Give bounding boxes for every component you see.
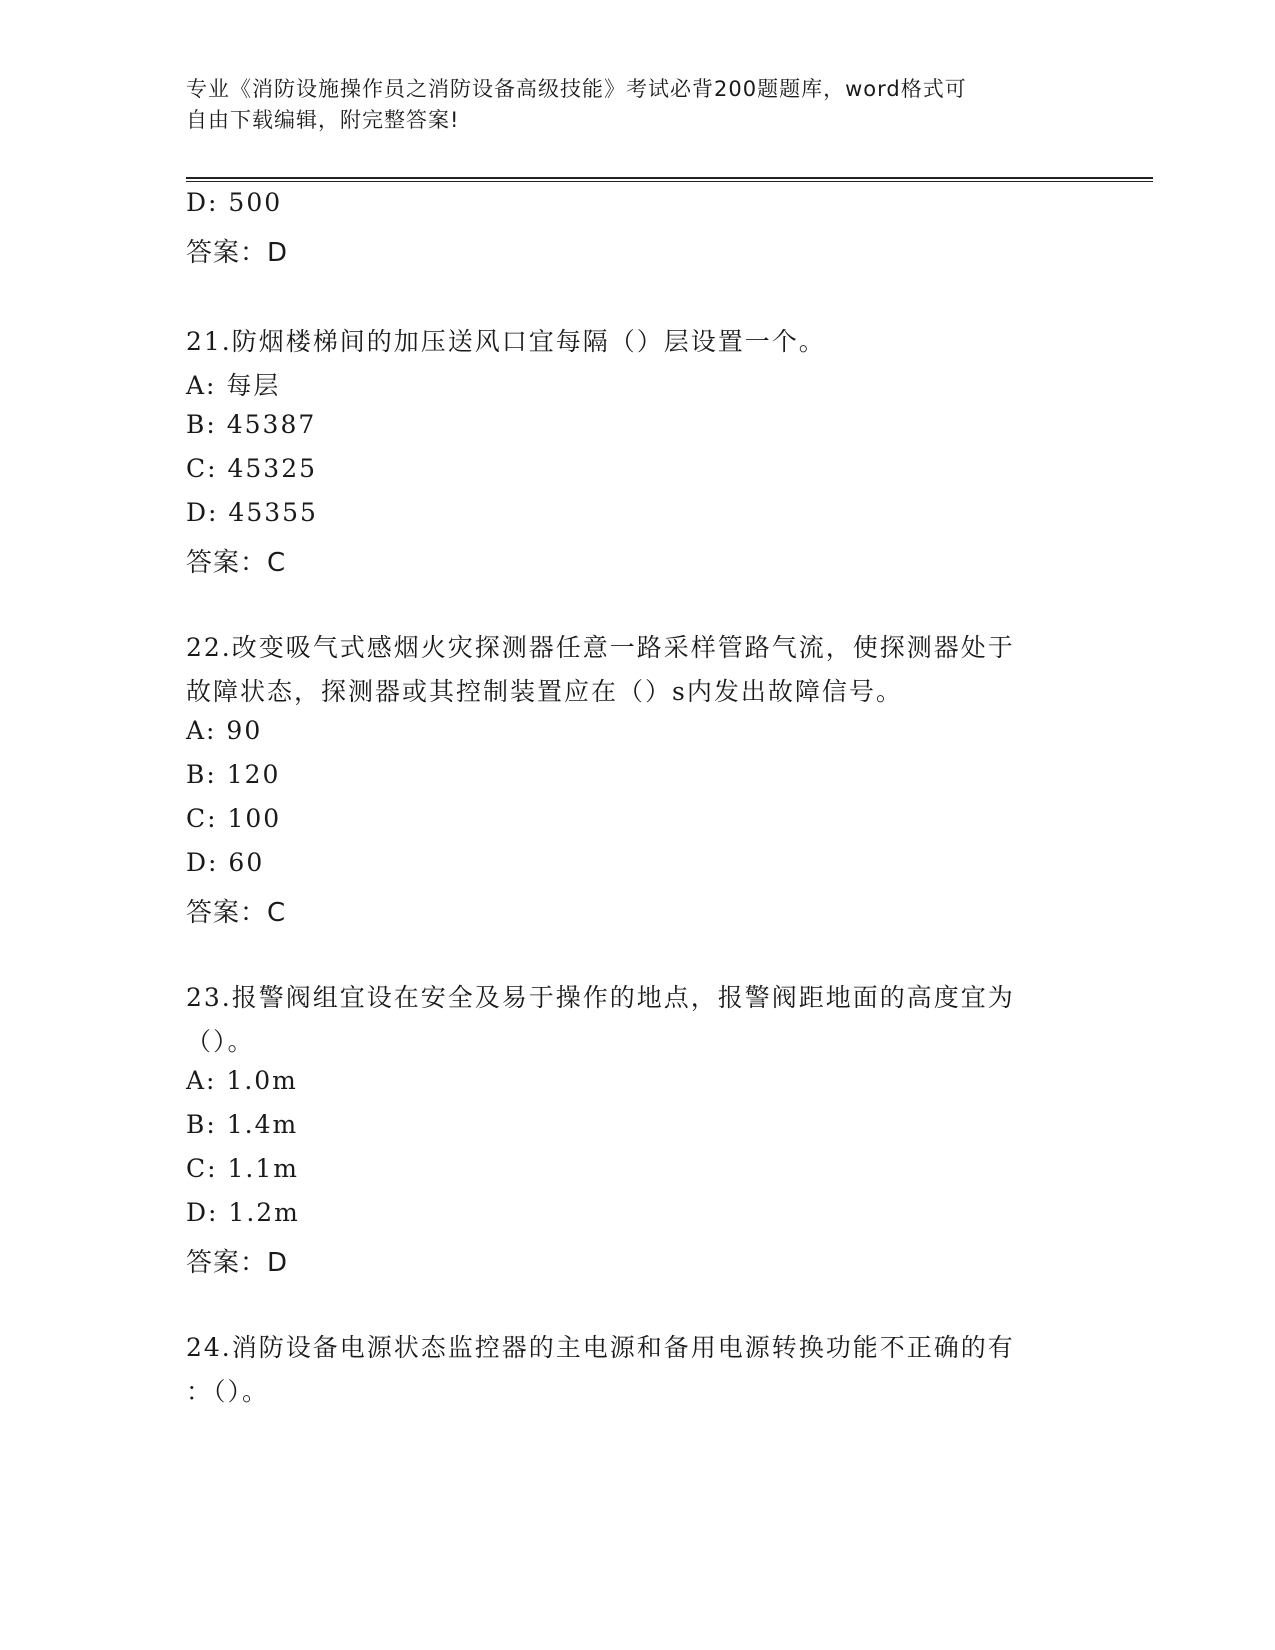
question-stem-cont: 故障状态，探测器或其控制装置应在（）s内发出故障信号。 [186, 677, 903, 706]
option-a: A: 90 [186, 716, 263, 745]
option-c: C: 45325 [186, 454, 318, 483]
header-line-1: 专业《消防设施操作员之消防设备高级技能》考试必背200题题库，word格式可 [186, 77, 967, 101]
header-line-2: 自由下载编辑，附完整答案! [186, 108, 460, 132]
option-a: A: 1.0m [186, 1066, 298, 1095]
option-b: B: 120 [186, 760, 281, 789]
option-d: D: 45355 [186, 498, 318, 527]
question-stem: 24.消防设备电源状态监控器的主电源和备用电源转换功能不正确的有 [186, 1333, 1015, 1362]
option-b: B: 1.4m [186, 1110, 299, 1139]
question-stem: 23.报警阀组宜设在安全及易于操作的地点，报警阀距地面的高度宜为 [186, 983, 1015, 1012]
answer: 答案：D [186, 1248, 289, 1278]
option-c: C: 1.1m [186, 1154, 299, 1183]
page-header [186, 74, 1066, 136]
question-stem: 21.防烟楼梯间的加压送风口宜每隔（）层设置一个。 [186, 327, 826, 356]
option-d: D: 60 [186, 848, 265, 877]
option-c: C: 100 [186, 804, 282, 833]
option-b: B: 45387 [186, 410, 317, 439]
question-stem-cont: （）。 [186, 1027, 255, 1056]
question-stem-cont: ：（）。 [186, 1377, 270, 1406]
header-divider [186, 177, 1153, 182]
option-d: D: 1.2m [186, 1198, 300, 1227]
answer: 答案：D [186, 238, 289, 268]
question-stem: 22.改变吸气式感烟火灾探测器任意一路采样管路气流，使探测器处于 [186, 633, 1015, 662]
option-a: A: 每层 [186, 371, 281, 400]
answer: 答案：C [186, 548, 287, 578]
answer: 答案：C [186, 898, 287, 928]
option-d: D: 500 [186, 188, 283, 217]
